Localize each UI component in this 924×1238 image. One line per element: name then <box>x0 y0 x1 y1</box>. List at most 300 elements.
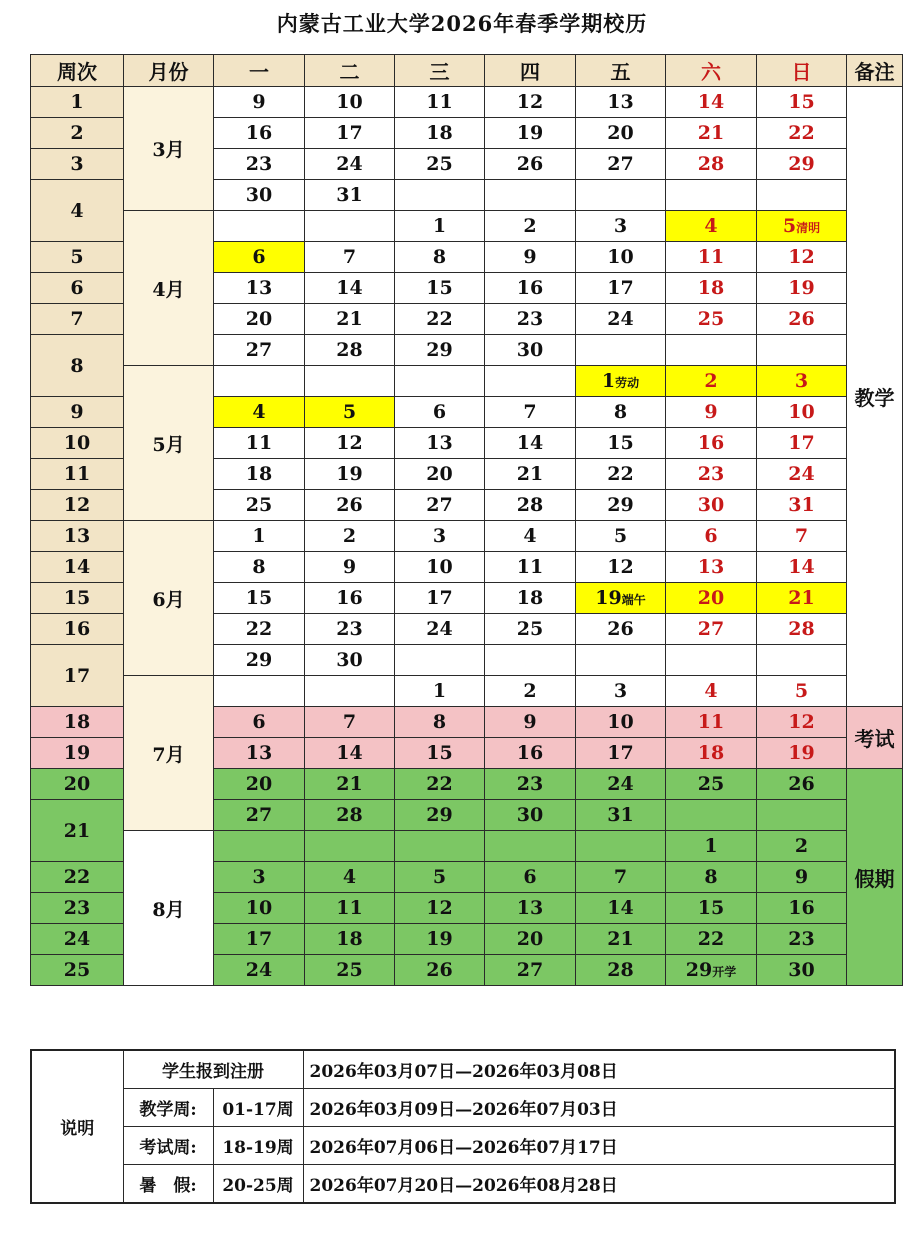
day-number: 10 <box>607 246 634 268</box>
day-cell <box>757 738 847 769</box>
day-cell <box>485 893 576 924</box>
week-number: 12 <box>31 490 124 521</box>
day-number: 10 <box>788 401 815 423</box>
day-cell <box>576 676 666 707</box>
day-number: 10 <box>245 897 273 919</box>
calendar-row <box>31 87 903 118</box>
day-number: 10 <box>607 711 634 733</box>
header-sun: 日 <box>757 55 847 87</box>
day-cell <box>576 304 666 335</box>
empty-cell <box>485 366 576 397</box>
day-number: 26 <box>607 618 634 640</box>
calendar-row <box>31 521 903 552</box>
day-number: 9 <box>252 91 266 113</box>
day-number: 2 <box>523 680 537 702</box>
day-cell <box>485 862 576 893</box>
holiday-mark-school_start: 开学 <box>712 965 737 979</box>
day-number: 27 <box>697 618 725 640</box>
week-number: 25 <box>31 955 124 986</box>
day-number: 27 <box>426 494 453 516</box>
day-number: 16 <box>516 742 544 764</box>
week-number: 1 <box>31 87 124 118</box>
day-cell <box>757 552 847 583</box>
day-cell <box>214 924 305 955</box>
calendar-row <box>31 211 903 242</box>
day-cell <box>214 490 305 521</box>
day-cell <box>214 428 305 459</box>
day-cell <box>666 583 757 614</box>
day-cell <box>757 614 847 645</box>
day-cell <box>576 769 666 800</box>
day-cell <box>666 862 757 893</box>
day-number: 7 <box>613 866 628 888</box>
day-number: 21 <box>336 773 363 795</box>
day-cell <box>757 87 847 118</box>
day-number: 6 <box>704 525 718 547</box>
day-cell <box>214 118 305 149</box>
day-number: 23 <box>245 153 273 175</box>
day-cell <box>576 583 666 614</box>
week-number: 17 <box>31 645 124 707</box>
day-number: 30 <box>516 804 544 826</box>
day-cell <box>576 862 666 893</box>
day-number: 9 <box>794 866 809 888</box>
day-number: 13 <box>697 556 725 578</box>
day-number: 27 <box>245 804 273 826</box>
day-cell <box>305 583 395 614</box>
day-cell <box>666 87 757 118</box>
day-cell <box>214 397 305 428</box>
day-cell <box>485 769 576 800</box>
day-cell <box>305 87 395 118</box>
calendar-row <box>31 676 903 707</box>
day-number: 6 <box>432 401 447 423</box>
day-number: 6 <box>252 711 266 733</box>
day-cell <box>485 428 576 459</box>
day-number: 18 <box>336 928 363 950</box>
day-cell <box>305 738 395 769</box>
day-number: 13 <box>245 742 273 764</box>
day-cell <box>214 955 305 986</box>
week-number: 15 <box>31 583 124 614</box>
header-tue: 二 <box>305 55 395 87</box>
day-cell <box>666 397 757 428</box>
day-number: 23 <box>516 308 544 330</box>
day-cell <box>485 738 576 769</box>
day-number: 5 <box>342 401 357 423</box>
empty-cell <box>214 831 305 862</box>
day-number: 29 <box>245 649 273 671</box>
week-number: 20 <box>31 769 124 800</box>
day-number: 24 <box>336 153 363 175</box>
day-cell <box>576 273 666 304</box>
day-cell <box>214 769 305 800</box>
day-cell <box>214 335 305 366</box>
day-number: 6 <box>523 866 537 888</box>
day-number: 7 <box>342 246 357 268</box>
day-cell <box>485 521 576 552</box>
week-number: 22 <box>31 862 124 893</box>
day-cell <box>485 800 576 831</box>
week-number: 21 <box>31 800 124 862</box>
day-cell <box>576 893 666 924</box>
day-number: 23 <box>516 773 544 795</box>
day-cell <box>214 614 305 645</box>
day-number: 9 <box>342 556 357 578</box>
day-cell <box>576 242 666 273</box>
week-number: 4 <box>31 180 124 242</box>
empty-cell <box>576 180 666 211</box>
day-cell <box>395 769 485 800</box>
day-cell <box>395 242 485 273</box>
day-cell <box>576 118 666 149</box>
day-number: 28 <box>336 804 363 826</box>
day-cell <box>305 862 395 893</box>
day-cell <box>305 800 395 831</box>
day-cell <box>666 707 757 738</box>
day-cell <box>214 583 305 614</box>
day-cell <box>395 459 485 490</box>
day-cell <box>214 87 305 118</box>
day-number: 9 <box>523 711 537 733</box>
day-number: 12 <box>516 91 544 113</box>
empty-cell <box>666 645 757 676</box>
day-number: 13 <box>426 432 453 454</box>
day-number: 29 <box>607 494 634 516</box>
day-cell <box>305 397 395 428</box>
empty-cell <box>305 211 395 242</box>
day-cell <box>576 211 666 242</box>
day-cell <box>757 211 847 242</box>
day-number: 20 <box>426 463 453 485</box>
holiday-mark-duanwu: 端午 <box>621 593 646 607</box>
day-cell <box>485 459 576 490</box>
day-cell <box>576 149 666 180</box>
exam-dates: 2026年07月06日—2026年07月17日 <box>303 1127 895 1165</box>
day-number: 23 <box>336 618 363 640</box>
day-cell <box>305 955 395 986</box>
day-number: 30 <box>697 494 725 516</box>
day-cell <box>666 459 757 490</box>
day-number: 30 <box>516 339 544 361</box>
day-number: 15 <box>697 897 725 919</box>
day-cell <box>305 335 395 366</box>
day-number: 22 <box>607 463 634 485</box>
day-cell <box>485 924 576 955</box>
holiday-mark-labor: 劳动 <box>615 376 640 390</box>
empty-cell <box>395 831 485 862</box>
teach-weeks: 01-17周 <box>213 1089 303 1127</box>
day-number: 21 <box>336 308 363 330</box>
empty-cell <box>666 180 757 211</box>
day-number: 18 <box>426 122 453 144</box>
day-number: 31 <box>336 184 363 206</box>
empty-cell <box>395 180 485 211</box>
day-cell <box>485 955 576 986</box>
day-number: 13 <box>245 277 273 299</box>
day-number: 24 <box>245 959 273 981</box>
day-number: 12 <box>426 897 453 919</box>
day-number: 17 <box>788 432 815 454</box>
day-number: 4 <box>523 525 537 547</box>
header-row <box>31 55 903 87</box>
day-number: 3 <box>613 215 628 237</box>
day-number: 24 <box>607 773 634 795</box>
day-number: 26 <box>426 959 453 981</box>
day-cell <box>395 614 485 645</box>
day-number: 6 <box>252 246 266 268</box>
day-number: 1 <box>704 835 718 857</box>
day-number: 25 <box>426 153 453 175</box>
day-number: 12 <box>788 246 815 268</box>
teach-dates: 2026年03月09日—2026年07月03日 <box>303 1089 895 1127</box>
empty-cell <box>757 180 847 211</box>
week-number: 7 <box>31 304 124 335</box>
header-notes: 备注 <box>847 55 903 87</box>
day-number: 11 <box>336 897 363 919</box>
day-cell <box>757 397 847 428</box>
day-number: 8 <box>432 711 447 733</box>
day-cell <box>395 335 485 366</box>
day-cell <box>214 521 305 552</box>
day-cell <box>757 893 847 924</box>
day-number: 26 <box>336 494 363 516</box>
day-number: 2 <box>794 835 809 857</box>
day-number: 31 <box>607 804 634 826</box>
calendar-row <box>31 831 903 862</box>
day-number: 22 <box>788 122 815 144</box>
empty-cell <box>757 335 847 366</box>
day-cell <box>666 738 757 769</box>
day-cell <box>395 583 485 614</box>
day-number: 24 <box>607 308 634 330</box>
day-cell <box>485 87 576 118</box>
empty-cell <box>395 366 485 397</box>
info-label: 说明 <box>31 1050 123 1203</box>
day-number: 4 <box>252 401 266 423</box>
day-cell <box>305 459 395 490</box>
day-number: 29 <box>788 153 815 175</box>
day-cell <box>576 521 666 552</box>
day-number: 11 <box>697 246 725 268</box>
day-cell <box>666 428 757 459</box>
day-cell <box>666 366 757 397</box>
empty-cell <box>485 180 576 211</box>
day-cell <box>576 800 666 831</box>
day-cell <box>305 645 395 676</box>
week-number: 2 <box>31 118 124 149</box>
day-cell <box>576 707 666 738</box>
day-number: 12 <box>336 432 363 454</box>
day-cell <box>485 707 576 738</box>
week-number: 11 <box>31 459 124 490</box>
week-number: 5 <box>31 242 124 273</box>
day-number: 11 <box>697 711 725 733</box>
day-cell <box>485 149 576 180</box>
day-number: 14 <box>336 277 363 299</box>
day-cell <box>666 211 757 242</box>
week-number: 18 <box>31 707 124 738</box>
day-cell <box>395 304 485 335</box>
day-number: 25 <box>697 308 725 330</box>
day-cell <box>757 118 847 149</box>
day-cell <box>305 304 395 335</box>
empty-cell <box>576 645 666 676</box>
day-cell <box>666 118 757 149</box>
register-dates: 2026年03月07日—2026年03月08日 <box>303 1050 895 1089</box>
header-sat: 六 <box>666 55 757 87</box>
summer-dates: 2026年07月20日—2026年08月28日 <box>303 1165 895 1204</box>
day-number: 1 <box>432 680 447 702</box>
week-number: 19 <box>31 738 124 769</box>
day-cell <box>305 242 395 273</box>
page-title: 内蒙古工业大学2026年春季学期校历 <box>276 11 648 36</box>
day-number: 17 <box>426 587 453 609</box>
day-number: 15 <box>245 587 273 609</box>
day-number: 26 <box>788 308 815 330</box>
day-cell <box>666 769 757 800</box>
day-number: 18 <box>697 742 725 764</box>
day-number: 5 <box>794 680 809 702</box>
day-number: 7 <box>794 525 809 547</box>
day-cell <box>666 552 757 583</box>
day-cell <box>214 800 305 831</box>
empty-cell <box>757 800 847 831</box>
day-cell <box>757 428 847 459</box>
day-number: 27 <box>245 339 273 361</box>
day-number: 18 <box>516 587 544 609</box>
day-number: 17 <box>607 742 634 764</box>
day-number: 14 <box>697 91 725 113</box>
day-number: 19 <box>426 928 453 950</box>
day-number: 17 <box>245 928 273 950</box>
empty-cell <box>214 676 305 707</box>
day-number: 13 <box>607 91 634 113</box>
day-number: 18 <box>245 463 273 485</box>
day-number: 30 <box>245 184 273 206</box>
header-thu: 四 <box>485 55 576 87</box>
day-cell <box>305 614 395 645</box>
holiday-mark-qingming: 清明 <box>796 221 821 235</box>
day-cell <box>576 924 666 955</box>
day-cell <box>395 118 485 149</box>
day-number: 30 <box>788 959 815 981</box>
day-number: 14 <box>788 556 815 578</box>
day-number: 3 <box>613 680 628 702</box>
day-number: 16 <box>788 897 815 919</box>
day-cell <box>214 645 305 676</box>
day-cell <box>485 335 576 366</box>
day-cell <box>395 893 485 924</box>
day-number: 16 <box>697 432 725 454</box>
day-number: 11 <box>516 556 544 578</box>
day-number: 19 <box>516 122 544 144</box>
day-number: 3 <box>252 866 266 888</box>
day-number: 19 <box>595 587 622 609</box>
day-number: 4 <box>342 866 357 888</box>
day-number: 8 <box>613 401 628 423</box>
day-cell <box>757 676 847 707</box>
day-number: 21 <box>697 122 725 144</box>
day-number: 26 <box>516 153 544 175</box>
day-cell <box>305 707 395 738</box>
day-cell <box>305 428 395 459</box>
day-number: 5 <box>613 525 628 547</box>
day-cell <box>485 552 576 583</box>
day-number: 3 <box>432 525 447 547</box>
day-cell <box>305 924 395 955</box>
empty-cell <box>305 831 395 862</box>
day-cell <box>757 707 847 738</box>
day-number: 2 <box>523 215 537 237</box>
empty-cell <box>305 366 395 397</box>
day-number: 27 <box>607 153 634 175</box>
day-cell <box>214 738 305 769</box>
month-label-mar: 3月 <box>124 87 214 211</box>
exam-weeks: 18-19周 <box>213 1127 303 1165</box>
day-number: 28 <box>697 153 725 175</box>
day-cell <box>214 273 305 304</box>
day-cell <box>214 180 305 211</box>
day-number: 21 <box>607 928 634 950</box>
month-label-aug: 8月 <box>124 831 214 986</box>
day-number: 2 <box>704 370 718 392</box>
empty-cell <box>485 645 576 676</box>
empty-cell <box>666 800 757 831</box>
exam-label: 考试周: <box>123 1127 213 1165</box>
week-number: 13 <box>31 521 124 552</box>
day-cell <box>485 676 576 707</box>
day-cell <box>395 211 485 242</box>
day-cell <box>666 831 757 862</box>
day-number: 20 <box>607 122 634 144</box>
day-cell <box>757 583 847 614</box>
day-number: 24 <box>426 618 453 640</box>
day-cell <box>576 428 666 459</box>
day-cell <box>757 924 847 955</box>
summer-label: 暑 假: <box>123 1165 213 1204</box>
empty-cell <box>576 335 666 366</box>
day-number: 28 <box>788 618 815 640</box>
day-cell <box>395 800 485 831</box>
day-number: 15 <box>426 742 453 764</box>
day-cell <box>757 149 847 180</box>
empty-cell <box>395 645 485 676</box>
day-cell <box>395 862 485 893</box>
day-cell <box>757 862 847 893</box>
day-cell <box>757 459 847 490</box>
day-cell <box>395 738 485 769</box>
day-number: 16 <box>336 587 363 609</box>
day-number: 10 <box>336 91 363 113</box>
calendar-table <box>30 54 903 986</box>
day-cell <box>214 242 305 273</box>
day-cell <box>305 149 395 180</box>
day-cell <box>305 769 395 800</box>
day-cell <box>576 738 666 769</box>
day-number: 14 <box>516 432 544 454</box>
day-cell <box>757 521 847 552</box>
day-number: 20 <box>516 928 544 950</box>
day-number: 9 <box>523 246 537 268</box>
header-wed: 三 <box>395 55 485 87</box>
day-number: 8 <box>252 556 266 578</box>
day-number: 27 <box>516 959 544 981</box>
day-number: 25 <box>516 618 544 640</box>
day-number: 2 <box>342 525 357 547</box>
day-cell <box>485 397 576 428</box>
day-number: 29 <box>685 959 713 981</box>
